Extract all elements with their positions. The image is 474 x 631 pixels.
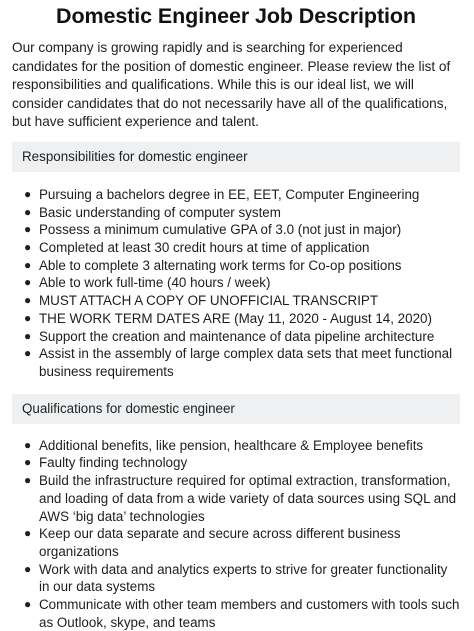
bullet-icon: ● xyxy=(24,597,32,612)
bullet-icon: ● xyxy=(24,328,32,343)
list-item xyxy=(24,257,460,275)
list-item xyxy=(24,561,460,596)
responsibilities-heading: Responsibilities for domestic engineer xyxy=(12,142,460,172)
list-item xyxy=(24,472,460,525)
list-item xyxy=(24,328,460,346)
bullet-icon: ● xyxy=(24,310,32,325)
list-item xyxy=(24,310,460,328)
list-item xyxy=(24,345,460,380)
bullet-icon: ● xyxy=(24,526,32,541)
list-item xyxy=(24,204,460,222)
bullet-icon: ● xyxy=(24,222,32,237)
list-item-text: Communicate with other team members and customers with tools such as Outlook, skype, and teams xyxy=(39,597,460,630)
list-item-text: Able to work full-time (40 hours / week) xyxy=(39,275,271,291)
intro-paragraph: Our company is growing rapidly and is searching for experienced candidates for the position of domestic engineer. Please review the list of responsibilities and qualifications. While this is our ideal list, we will consider candidates that do not necessarily have all of the qualifications, but have sufficient experience and talent. xyxy=(12,40,451,130)
list-item xyxy=(24,221,460,239)
list-item-text: Basic understanding of computer system xyxy=(39,204,281,220)
bullet-icon: ● xyxy=(24,346,32,361)
list-item-text: THE WORK TERM DATES ARE (May 11, 2020 - August 14, 2020) xyxy=(39,310,432,326)
page-title: Domestic Engineer Job Description xyxy=(56,4,416,28)
bullet-icon: ● xyxy=(24,561,32,576)
qualifications-heading: Qualifications for domestic engineer xyxy=(12,394,460,424)
list-item-text: Support the creation and maintenance of data pipeline architecture xyxy=(39,328,435,344)
list-item-text: Possess a minimum cumulative GPA of 3.0 (not just in major) xyxy=(39,222,402,238)
list-item-text: Able to complete 3 alternating work terms for Co-op positions xyxy=(39,257,402,273)
list-item-text: Assist in the assembly of large complex data sets that meet functional business requirements xyxy=(39,346,453,379)
list-item xyxy=(24,292,460,310)
list-item xyxy=(24,454,460,472)
list-item xyxy=(24,274,460,292)
bullet-icon: ● xyxy=(24,473,32,488)
qualifications-list xyxy=(12,437,460,631)
bullet-icon: ● xyxy=(24,293,32,308)
list-item xyxy=(24,596,460,631)
list-item-text: Completed at least 30 credit hours at time of application xyxy=(39,240,370,256)
list-item xyxy=(24,525,460,560)
bullet-icon: ● xyxy=(24,240,32,255)
list-item-text: Pursuing a bachelors degree in EE, EET, Computer Engineering xyxy=(39,186,420,202)
list-item xyxy=(24,186,460,204)
bullet-icon: ● xyxy=(24,204,32,219)
list-item-text: Build the infrastructure required for optimal extraction, transformation, and loading of data from a wide variety of data sources using SQL and AWS ‘big data’ technologies xyxy=(39,473,457,524)
list-item-text: Additional benefits, like pension, healthcare & Employee benefits xyxy=(39,437,424,453)
list-item-text: Work with data and analytics experts to strive for greater functionality in our data systems xyxy=(39,561,448,595)
bullet-icon: ● xyxy=(24,186,32,201)
responsibilities-list xyxy=(12,186,460,381)
bullet-icon: ● xyxy=(24,275,32,290)
bullet-icon: ● xyxy=(24,257,32,272)
list-item xyxy=(24,239,460,257)
bullet-icon: ● xyxy=(24,437,32,452)
list-item-text: MUST ATTACH A COPY OF UNOFFICIAL TRANSCRIPT xyxy=(39,293,379,309)
list-item xyxy=(24,437,460,455)
list-item-text: Faulty finding technology xyxy=(39,455,188,471)
list-item-text: Keep our data separate and secure across different business organizations xyxy=(39,526,401,559)
bullet-icon: ● xyxy=(24,455,32,470)
